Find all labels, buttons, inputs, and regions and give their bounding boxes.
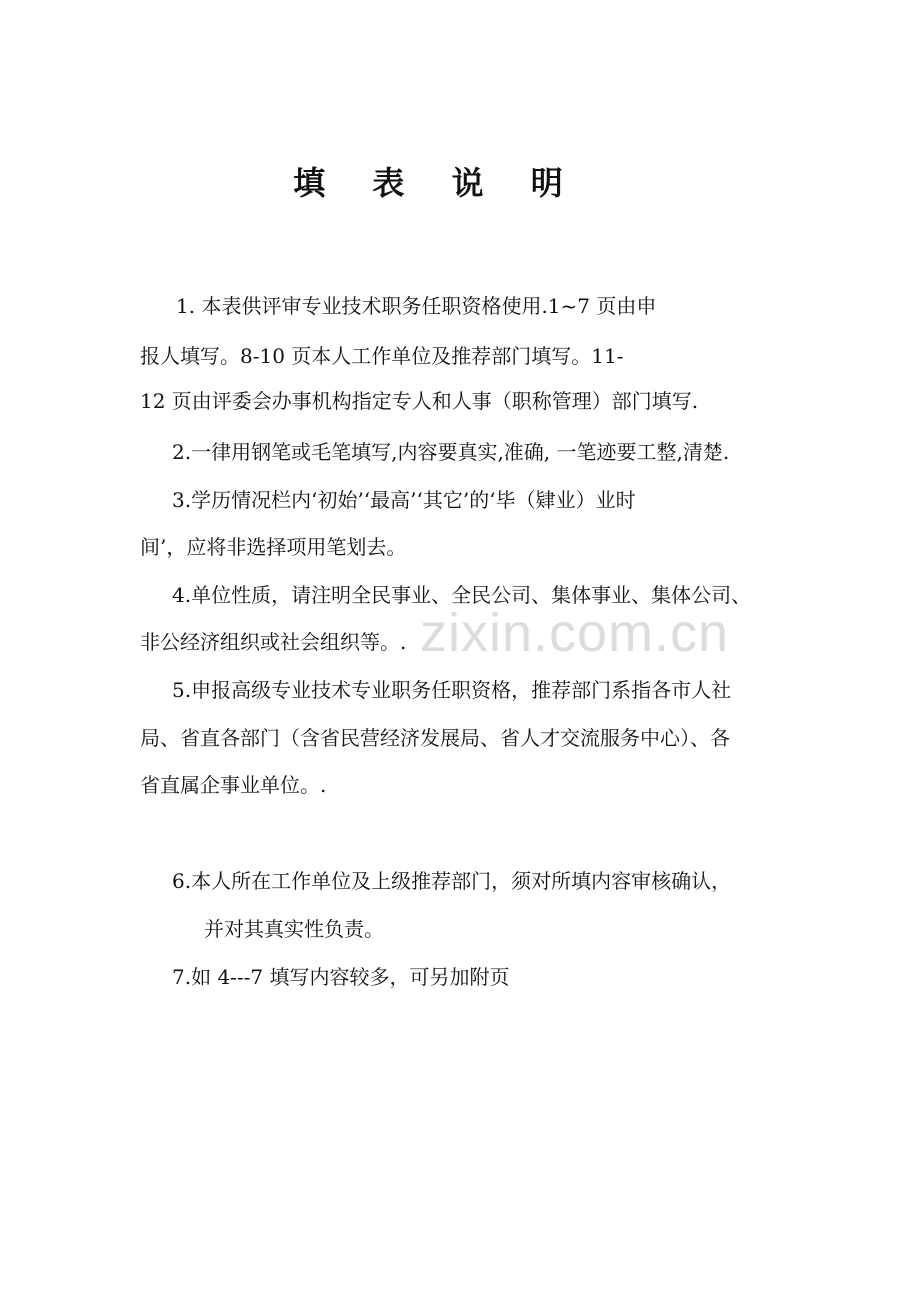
- instruction-6-line-1: 6.本人所在工作单位及上级推荐部门，须对所填内容审核确认，: [172, 869, 732, 893]
- instruction-1-line-1: 1. 本表供评审专业技术职务任职资格使用.1~7 页由申: [176, 294, 657, 318]
- instruction-1-line-3: 12 页由评委会办事机构指定专人和人事（职称管理）部门填写.: [140, 389, 699, 413]
- instruction-1-line-2: 报人填写。8-10 页本人工作单位及推荐部门填写。11-: [140, 344, 624, 368]
- page-title: 填 表 说 明: [293, 164, 581, 202]
- instruction-5-line-1: 5.申报高级专业技术专业职务任职资格，推荐部门系指各市人社: [172, 678, 732, 702]
- instruction-6-line-2: 并对其真实性负责。: [204, 917, 384, 941]
- instruction-3-line-1: 3.学历情况栏内‘初始’‘最高’‘其它’的‘毕（肄业）业时: [172, 488, 636, 512]
- instruction-4-line-2: 非公经济组织或社会组织等。.: [140, 630, 407, 654]
- instruction-5-line-2: 局、省直各部门（含省民营经济发展局、省人才交流服务中心）、各: [140, 726, 730, 750]
- instruction-3-line-2: 间’，应将非选择项用笔划去。: [140, 535, 407, 559]
- instruction-7: 7.如 4---7 填写内容较多，可另加附页: [172, 965, 510, 989]
- watermark: zixin.com.cn: [420, 603, 730, 663]
- instruction-4-line-1: 4.单位性质，请注明全民事业、全民公司、集体事业、集体公司、: [172, 583, 752, 607]
- instruction-5-line-3: 省直属企事业单位。.: [140, 773, 327, 797]
- instruction-2: 2.一律用钢笔或毛笔填写,内容要真实,准确, 一笔迹要工整,清楚.: [172, 440, 730, 464]
